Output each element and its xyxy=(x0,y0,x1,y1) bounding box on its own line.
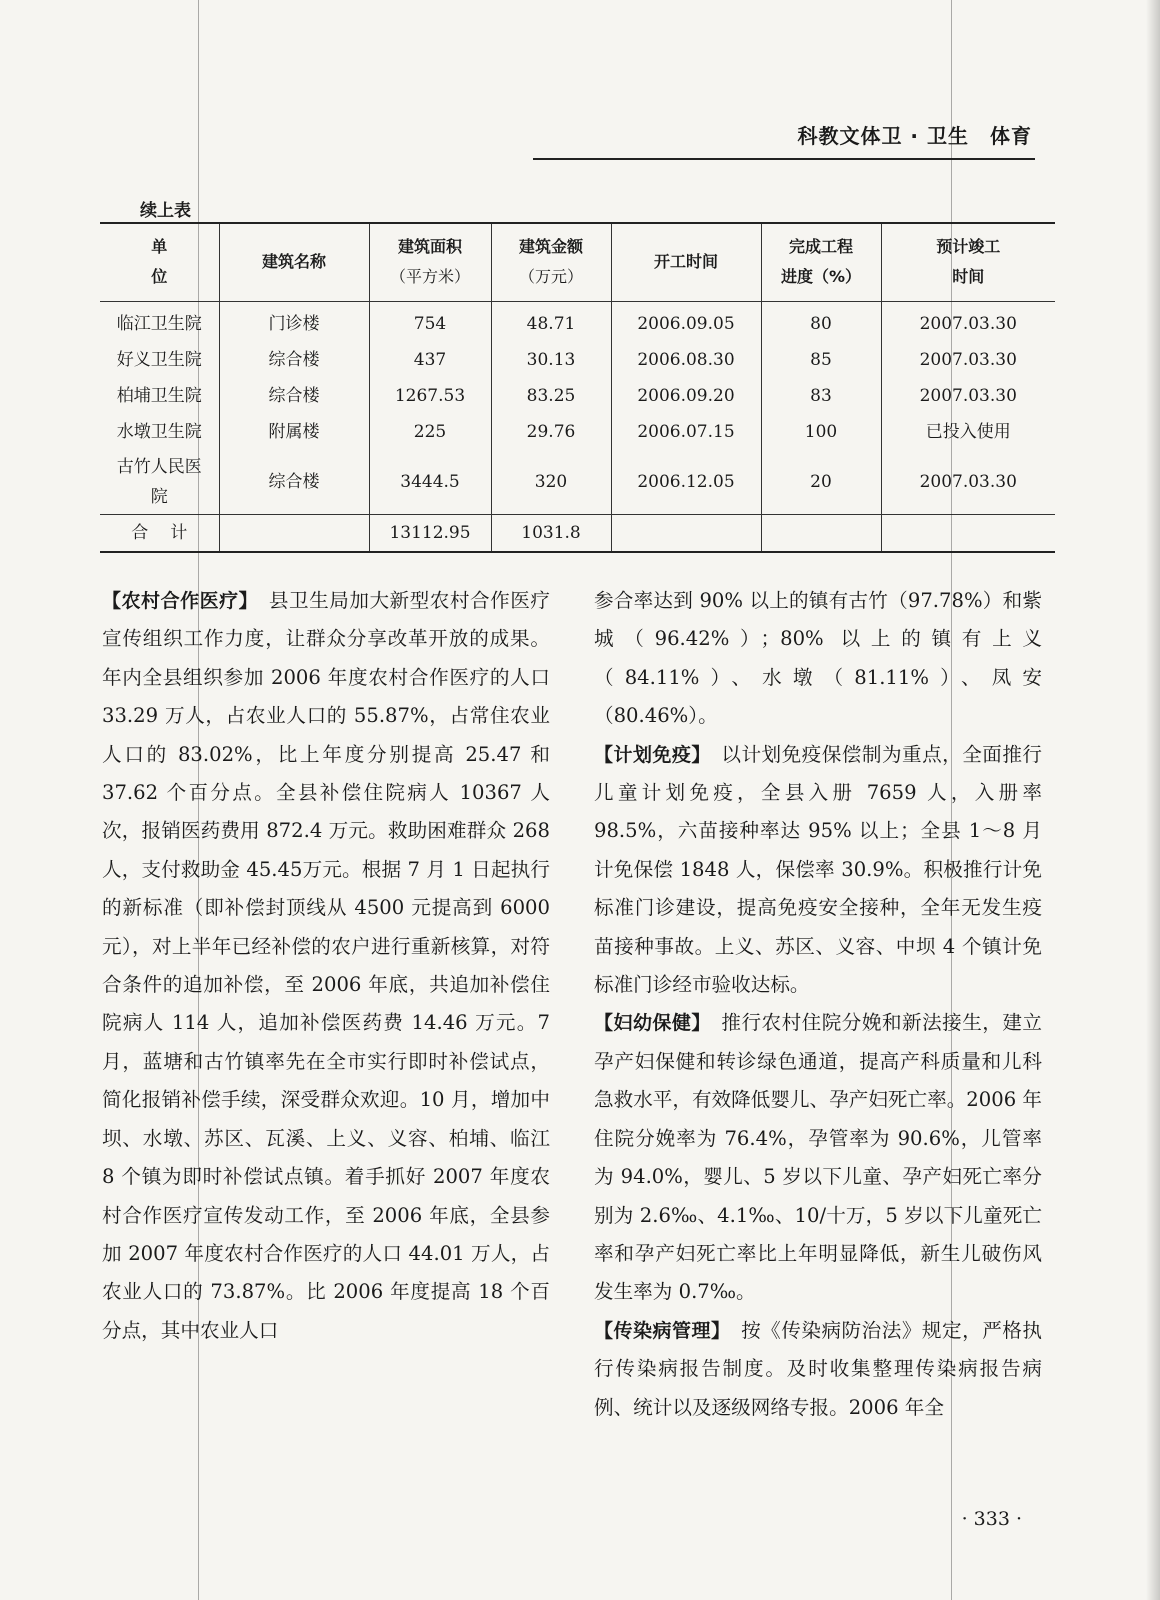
cell-unit: 好义卫生院 xyxy=(116,349,202,370)
header-amount-line2: （万元） xyxy=(518,267,583,287)
total-building xyxy=(219,514,369,552)
total-label: 合计 xyxy=(100,514,219,552)
paragraph-maternal-child-health xyxy=(594,1004,1042,1311)
table-caption: 续上表 xyxy=(140,201,191,221)
header-area-line1: 建筑面积 xyxy=(397,237,462,257)
cell-building: 附属楼 xyxy=(219,414,369,450)
table-row xyxy=(100,450,1055,515)
paragraph-infectious-disease xyxy=(594,1312,1042,1427)
cell-amount: 29.76 xyxy=(491,414,611,450)
total-amount: 1031.8 xyxy=(491,514,611,552)
paragraph-text: 以计划免疫保偿制为重点，全面推行儿童计划免疫，全县入册 7659 人，入册率 98.5%，六苗接种率达 95% 以上；全县 1～8 月计免保偿 1848 人，保偿率 30.9%。积极推行计免标准门诊建设，提高免疫安全接种，全年无发生疫苗接种事故。上义、苏区、义容、中坝 4 个镇计免标准门诊经市验收达标。 xyxy=(594,742,1042,997)
table-row xyxy=(100,414,1055,450)
header-amount-line1: 建筑金额 xyxy=(518,237,583,257)
cell-amount: 83.25 xyxy=(491,378,611,414)
cell-area: 1267.53 xyxy=(369,378,491,414)
header-area xyxy=(369,223,491,301)
table-total-row xyxy=(100,514,1055,552)
section-keyword: 【计划免疫】 xyxy=(594,743,702,766)
cell-amount: 48.71 xyxy=(491,301,611,342)
total-start xyxy=(611,514,761,552)
cell-progress: 80 xyxy=(761,301,881,342)
cell-unit: 临江卫生院 xyxy=(116,313,202,334)
header-building: 建筑名称 xyxy=(219,223,369,301)
cell-area: 3444.5 xyxy=(369,450,491,515)
table-row xyxy=(100,342,1055,378)
header-start: 开工时间 xyxy=(611,223,761,301)
header-progress-line2: 进度（%） xyxy=(780,267,862,287)
cell-unit: 柏埔卫生院 xyxy=(116,385,202,406)
header-unit: 单 位 xyxy=(100,223,219,301)
cell-amount: 320 xyxy=(491,450,611,515)
table-header-row xyxy=(100,223,1055,301)
table-row xyxy=(100,378,1055,414)
cell-finish: 2007.03.30 xyxy=(881,342,1055,378)
cell-progress: 20 xyxy=(761,450,881,515)
cell-progress: 83 xyxy=(761,378,881,414)
cell-unit xyxy=(100,450,219,515)
cell-area: 225 xyxy=(369,414,491,450)
cell-finish: 2007.03.30 xyxy=(881,450,1055,515)
cell-finish: 已投入使用 xyxy=(881,414,1055,450)
header-finish-line2: 时间 xyxy=(952,267,985,287)
paragraph-text: 按《传染病防治法》规定，严格执行传染病报告制度。及时收集整理传染病报告病例、统计以及逐级网络专报。2006 年全 xyxy=(594,1318,1042,1419)
header-progress-line1: 完成工程 xyxy=(788,237,853,257)
header-finish-line1: 预计竣工 xyxy=(936,237,1001,257)
cell-area: 754 xyxy=(369,301,491,342)
right-text-column xyxy=(594,582,1042,1427)
cell-unit-text: 古竹人民医院 xyxy=(116,456,202,507)
cell-amount: 30.13 xyxy=(491,342,611,378)
paragraph-text: 县卫生局加大新型农村合作医疗宣传组织工作力度，让群众分享改革开放的成果。年内全县组织参加 2006 年度农村合作医疗的人口 33.29 万人，占农业人口的 55.87%，占常住农业人口的 83.02%，比上年度分别提高 25.47 和 37.62 个百分点。全县补偿住院病人 10367 人次，报销医药费用 872.4 万元。救助困难群众 268 人，支付救助金 45.45万元。根据 7 月 1 日起执行的新标准（即补偿封顶线从 4500 元提高到 6000 元），对上半年已经补偿的农户进行重新核算，对符合条件的追加补偿，至 2006 年底，共追加补偿住院病人 114 人，追加补偿医药费 14.46 万元。7 月，蓝塘和古竹镇率先在全市实行即时补偿试点，简化报销补偿手续，深受群众欢迎。10 月，增加中坝、水墩、苏区、瓦溪、上义、义容、柏埔、临江 8 个镇为即时补偿试点镇。着手抓好 2007 年度农村合作医疗宣传发动工作，至 2006 年底，全县参加 2007 年度农村合作医疗的人口 44.01 万人，占农业人口的 73.87%。比 2006 年度提高 18 个百分点，其中农业人口 xyxy=(102,589,550,1342)
cell-building: 综合楼 xyxy=(219,342,369,378)
section-keyword: 【妇幼保健】 xyxy=(594,1012,702,1035)
page-number: · 333 · xyxy=(961,1508,1022,1530)
construction-table xyxy=(100,222,1055,553)
paragraph-continued xyxy=(594,582,1042,736)
cell-unit: 水墩卫生院 xyxy=(116,421,202,442)
cell-building: 门诊楼 xyxy=(219,301,369,342)
cell-start: 2006.12.05 xyxy=(611,450,761,515)
paragraph-text: 推行农村住院分娩和新法接生，建立孕产妇保健和转诊绿色通道，提高产科质量和儿科急救水平，有效降低婴儿、孕产妇死亡率。2006 年住院分娩率为 76.4%，孕管率为 90.6%，儿管率为 94.0%，婴儿、5 岁以下儿童、孕产妇死亡率分别为 2.6‰、4.1‰、10/十万，5 岁以下儿童死亡率和孕产妇死亡率比上年明显降低，新生儿破伤风发生率为 0.7‰。 xyxy=(594,1011,1042,1304)
table-row xyxy=(100,301,1055,342)
total-finish xyxy=(881,514,1055,552)
paragraph-immunization xyxy=(594,736,1042,1005)
page-edge-shadow xyxy=(1146,0,1160,1600)
header-area-line2: （平方米） xyxy=(389,267,470,287)
cell-start: 2006.09.05 xyxy=(611,301,761,342)
cell-progress: 100 xyxy=(761,414,881,450)
cell-start: 2006.09.20 xyxy=(611,378,761,414)
header-amount xyxy=(491,223,611,301)
cell-start: 2006.07.15 xyxy=(611,414,761,450)
header-progress xyxy=(761,223,881,301)
cell-finish: 2007.03.30 xyxy=(881,301,1055,342)
paragraph-text: 参合率达到 90% 以上的镇有古竹（97.78%）和紫城（96.42%）；80% 以上的镇有上义（84.11%）、水墩（81.11%）、凤安（80.46%）。 xyxy=(594,589,1042,728)
left-text-column xyxy=(102,582,550,1350)
total-area: 13112.95 xyxy=(369,514,491,552)
cell-area: 437 xyxy=(369,342,491,378)
paragraph-rural-cooperative-medical xyxy=(102,582,550,1350)
section-keyword: 【农村合作医疗】 xyxy=(102,590,249,612)
header-finish xyxy=(881,223,1055,301)
running-head: 科教文体卫 · 卫生 体育 xyxy=(797,124,1032,148)
scan-fold-line xyxy=(198,0,199,1600)
cell-building: 综合楼 xyxy=(219,378,369,414)
section-keyword: 【传染病管理】 xyxy=(594,1319,721,1342)
header-rule xyxy=(533,158,1035,160)
cell-building: 综合楼 xyxy=(219,450,369,515)
scan-fold-line xyxy=(951,0,952,1600)
cell-finish: 2007.03.30 xyxy=(881,378,1055,414)
cell-progress: 85 xyxy=(761,342,881,378)
cell-start: 2006.08.30 xyxy=(611,342,761,378)
total-progress xyxy=(761,514,881,552)
